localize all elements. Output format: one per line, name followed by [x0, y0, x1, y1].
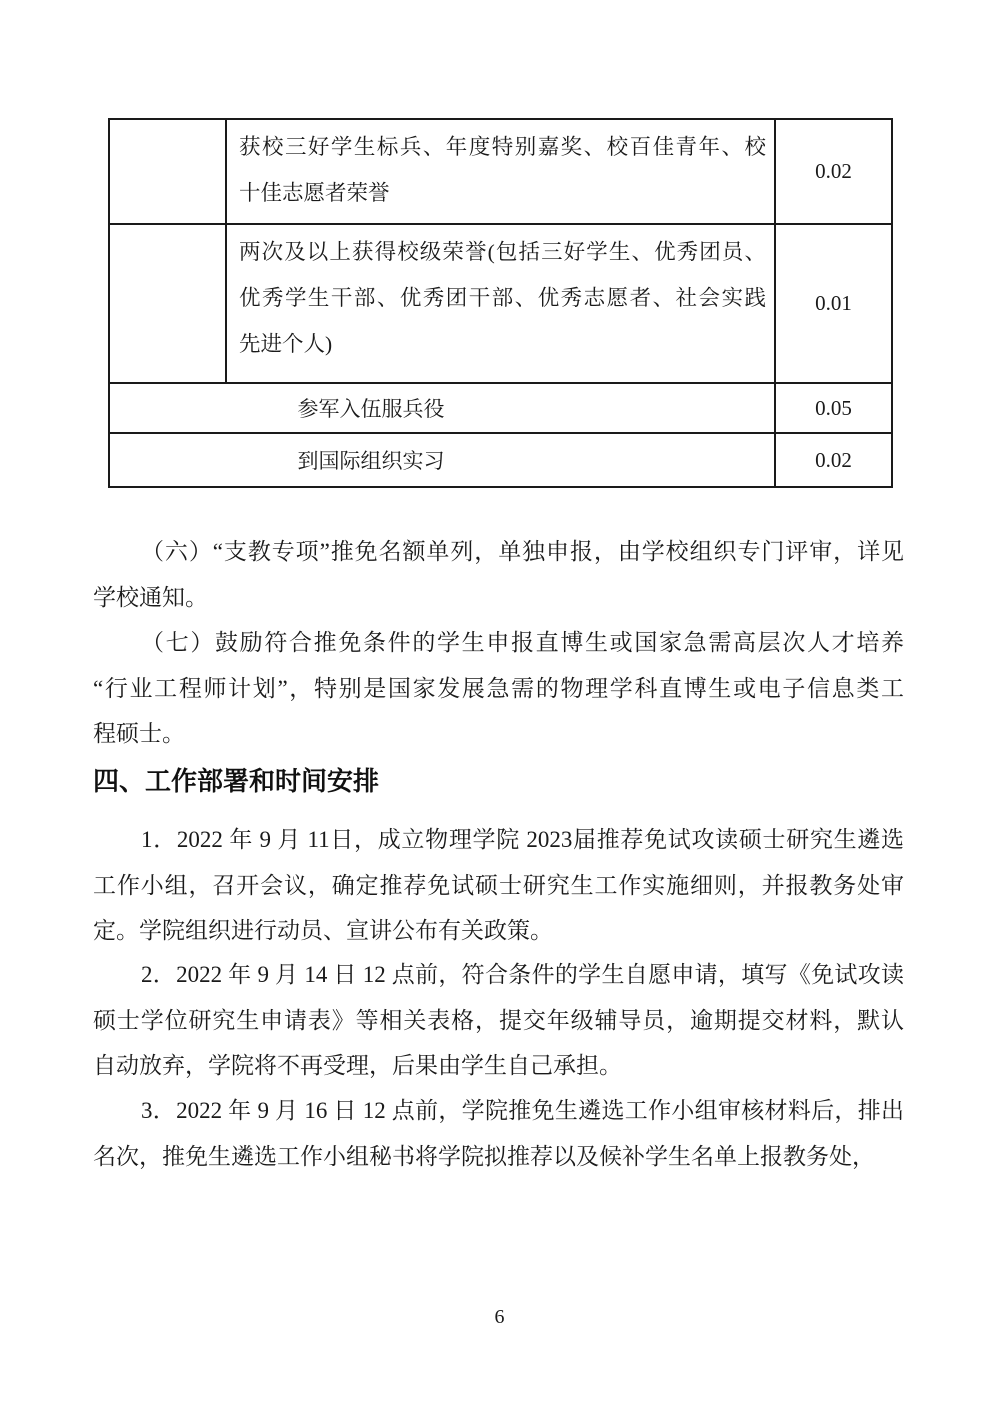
- paragraph-line: 工作小组，召开会议，确定推荐免试硕士研究生工作实施细则，并报教务处审: [93, 872, 904, 898]
- honor-text-line: 优秀学生干部、优秀团干部、优秀志愿者、社会实践: [239, 286, 766, 310]
- merged-label-cell: 到国际组织实习: [110, 434, 776, 486]
- paragraph-line: 定。学院组织进行动员、宣讲公布有关政策。: [93, 918, 553, 943]
- paragraph-step-3: [93, 1088, 904, 1179]
- category-cell-empty: [110, 120, 227, 223]
- score-cell: 0.02: [815, 159, 852, 183]
- paragraph-line: 学校通知。: [93, 584, 208, 610]
- paragraph-line: 硕士学位研究生申请表》等相关表格，提交年级辅导员，逾期提交材料，默认: [93, 1007, 904, 1033]
- paragraph-step-1: [93, 817, 904, 954]
- paragraph-line: “行业工程师计划”，特别是国家发展急需的物理学科直博生或电子信息类工: [93, 675, 904, 701]
- score-cell: 0.01: [815, 291, 852, 315]
- table-row: [110, 382, 891, 432]
- paragraph-line: 名次，推免生遴选工作小组秘书将学院拟推荐以及候补学生名单上报教务处，: [93, 1143, 875, 1169]
- merged-label-cell: 参军入伍服兵役: [110, 384, 776, 432]
- paragraph-line: 自动放弃，学院将不再受理，后果由学生自己承担。: [93, 1053, 622, 1078]
- paragraph-line: 程硕士。: [93, 721, 185, 746]
- honor-text-line: 十佳志愿者荣誉: [239, 181, 390, 205]
- paragraph-line: （七）鼓励符合推免条件的学生申报直博生或国家急需高层次人才培养: [141, 630, 904, 655]
- honor-description-cell: [227, 225, 776, 382]
- score-cell: 0.05: [815, 395, 852, 420]
- paragraph-line: 1．2022 年 9 月 11日，成立物理学院 2023届推荐免试攻读硕士研究生遴选: [141, 827, 904, 852]
- honor-text-line: 两次及以上获得校级荣誉(包括三好学生、优秀团员、: [239, 240, 766, 264]
- honor-text-line: 先进个人): [239, 332, 333, 356]
- paragraph-step-2: [93, 952, 904, 1089]
- score-cell: 0.02: [815, 447, 852, 472]
- award-score-table: [108, 118, 893, 488]
- paragraph-line: 3．2022 年 9 月 16 日 12 点前，学院推免生遴选工作小组审核材料后，排出: [141, 1098, 904, 1123]
- table-row: [110, 432, 891, 486]
- paragraph-7: [93, 620, 904, 757]
- paragraph-6: [93, 529, 904, 620]
- section-heading: 四、工作部署和时间安排: [93, 766, 380, 796]
- honor-description-cell: [227, 120, 776, 223]
- paragraph-line: 2．2022 年 9 月 14 日 12 点前，符合条件的学生自愿申请，填写《免试攻读: [141, 962, 904, 987]
- honor-text-line: 获校三好学生标兵、年度特别嘉奖、校百佳青年、校: [239, 135, 766, 159]
- page-number: 6: [494, 1306, 505, 1328]
- category-cell-empty: [110, 225, 227, 382]
- paragraph-line: （六）“支教专项”推免名额单列，单独申报，由学校组织专门评审，详见: [141, 539, 904, 564]
- table-row: [110, 223, 891, 382]
- table-row: [110, 120, 891, 223]
